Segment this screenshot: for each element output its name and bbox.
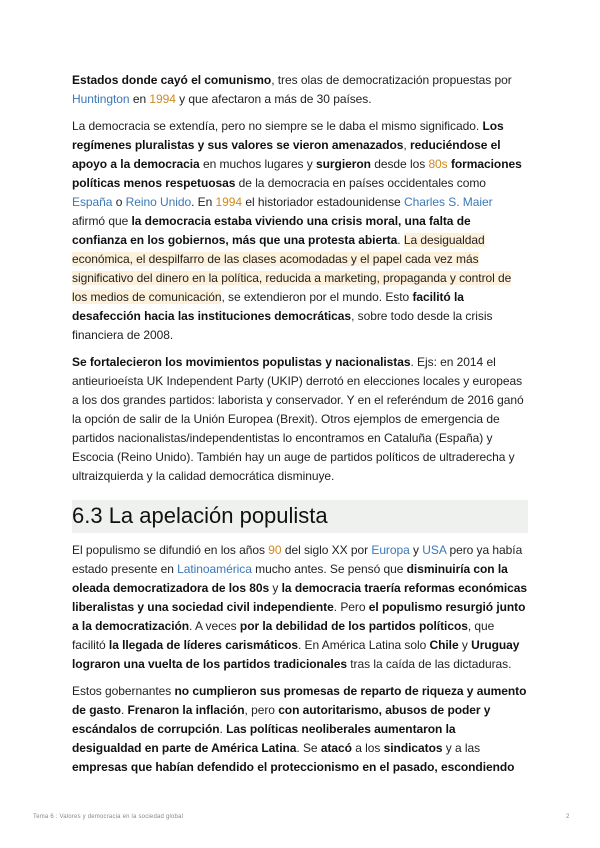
text: .	[397, 233, 404, 247]
link-uruguay[interactable]: Uruguay	[471, 638, 520, 652]
link-latinoamerica[interactable]: Latinoamérica	[177, 562, 252, 576]
bold-text: la democracia traería reformas económicas liberalistas y una sociedad civil independiente	[72, 581, 528, 614]
text: Estos gobernantes	[72, 684, 175, 698]
section-heading: 6.3 La apelación populista	[72, 500, 528, 533]
text: y	[269, 581, 282, 595]
bold-text: facilitó la desafección hacia las instituciones democráticas	[72, 290, 464, 323]
bold-text: formaciones políticas menos respetuosas	[72, 157, 522, 190]
date-90: 90	[268, 543, 282, 557]
text: en muchos lugares y	[199, 157, 317, 171]
text: y	[409, 543, 423, 557]
text: desde los	[370, 157, 429, 171]
text: . Ejs: en 2014 el antieurioeísta UK Independent Party (UKIP) derrotó en elecciones locales y europeas a los dos grandes partidos: laborista y conservador. Y en el referéndum de 2016 ganó la opción de salir de la Unión Europea (Brexit). Otros ejemplos de emergencia de partidos nacionalistas/independentistas lo encontramos en Cataluña (España) y Escocia (Reino Unido). También hay un auge de partidos políticos de ultraderecha y ultraizquierda y la calidad democrática disminuye.	[72, 355, 524, 483]
text: ,	[403, 138, 410, 152]
link-europa[interactable]: Europa	[371, 543, 410, 557]
text: , sobre todo desde la crisis financiera de 2008.	[72, 309, 493, 342]
link-charles-s-maier[interactable]: Charles S. Maier	[403, 195, 493, 209]
bold-text: donde cayó el comunismo	[118, 73, 272, 87]
text: en	[129, 92, 150, 106]
text: .	[219, 722, 227, 736]
text: pero ya había estado presente en	[72, 543, 523, 576]
link-espana[interactable]: España	[72, 195, 113, 209]
text: del siglo XX por	[281, 543, 372, 557]
link-huntington[interactable]: Huntington	[72, 92, 130, 106]
text: , que facilitó	[72, 619, 495, 652]
text: tras la caída de las dictaduras.	[346, 657, 512, 671]
bold-text: la democracia estaba viviendo una crisis moral, una falta de confianza en los gobiernos, más que una protesta abierta	[72, 214, 471, 247]
date-1994: 1994	[215, 195, 243, 209]
text: . Se	[296, 741, 321, 755]
text: . En América Latina solo	[297, 638, 430, 652]
paragraph-populism-spread	[72, 541, 528, 674]
page-number: 2	[566, 814, 570, 820]
text: .	[120, 703, 128, 717]
text: . A veces	[189, 619, 240, 633]
date-1994: 1994	[149, 92, 176, 106]
text: a los	[351, 741, 384, 755]
text: y a las	[442, 741, 481, 755]
bold-text: no cumplieron sus promesas de reparto de riqueza y aumento de gasto	[72, 684, 527, 717]
bold-text: empresas que habían defendido el proteccionismo en el pasado, escondiendo	[72, 760, 515, 774]
text: y que afectaron a más de 30 países.	[175, 92, 372, 106]
bold-text: atacó	[320, 741, 352, 755]
document-page	[72, 71, 528, 785]
text: , se extendieron por el mundo. Esto	[221, 290, 413, 304]
date-80s: 80s	[249, 581, 270, 595]
page-footer: Tema 6 : Valores y democracia en la sociedad global	[33, 814, 184, 820]
bold-text: Frenaron la inflación	[127, 703, 245, 717]
text: . En	[191, 195, 216, 209]
paragraph-populist-governments	[72, 682, 528, 777]
bold-text: surgieron	[316, 157, 371, 171]
bold-text: reduciéndose el apoyo a la democracia	[72, 138, 501, 171]
text: , pero	[244, 703, 279, 717]
paragraph-democracy-crisis	[72, 117, 528, 345]
paragraph-waves-of-democratization	[72, 71, 528, 109]
link-estados[interactable]: Estados	[72, 73, 119, 87]
link-chile[interactable]: Chile	[429, 638, 459, 652]
text: mucho antes. Se pensó que	[251, 562, 407, 576]
bold-text: por la debilidad de los partidos políticos	[239, 619, 468, 633]
text: La democracia se extendía, pero no siempre se le daba el mismo significado.	[72, 119, 483, 133]
text: . Pero	[333, 600, 369, 614]
bold-text: el populismo resurgió junto a la democratización	[72, 600, 526, 633]
link-usa[interactable]: USA	[422, 543, 447, 557]
bold-text: con autoritarismo, abusos de poder y escándalos de corrupción	[72, 703, 491, 736]
bold-text: Las políticas neoliberales aumentaron la desigualdad en parte de	[72, 722, 456, 755]
bold-text: lograron una vuelta de los partidos tradicionales	[72, 657, 347, 671]
link-reino-unido[interactable]: Reino Unido	[125, 195, 192, 209]
text: de la democracia en países occidentales como	[235, 176, 486, 190]
bold-text: Los regímenes pluralistas y sus valores se vieron amenazados	[72, 119, 504, 152]
text: el historiador estadounidense	[242, 195, 404, 209]
text: El populismo se difundió en los años	[72, 543, 269, 557]
text: afirmó que	[72, 214, 132, 228]
bold-text: sindicatos	[383, 741, 443, 755]
text: y	[458, 638, 472, 652]
bold-text: la llegada de líderes carismáticos	[108, 638, 298, 652]
link-america-latina[interactable]: América Latina	[211, 741, 297, 755]
date-80s: 80s	[428, 157, 448, 171]
highlighted-text: La desigualdad económica, el despilfarro de las clases acomodadas y el papel cada vez más significativo del dinero en la política, reducida a marketing, propaganda y control de los medios de comunicación	[72, 233, 512, 304]
paragraph-populist-movements	[72, 353, 528, 486]
bold-text: disminuiría con la oleada democratizadora de los	[72, 562, 508, 595]
bold-text: Se fortalecieron los movimientos populistas y nacionalistas	[72, 355, 411, 369]
text: , tres olas de democratización propuestas por	[271, 73, 512, 87]
text: o	[112, 195, 126, 209]
